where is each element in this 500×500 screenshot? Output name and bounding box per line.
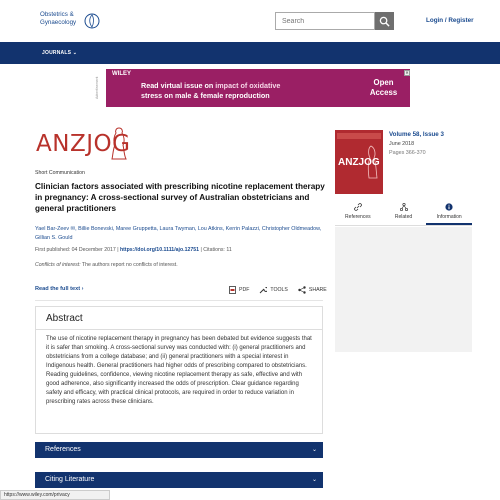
- citing-literature-label: Citing Literature: [45, 476, 95, 483]
- divider: [35, 300, 323, 301]
- ad-label: Advertisement: [95, 76, 99, 100]
- chevron-right-icon: ›: [81, 286, 84, 292]
- tab-related[interactable]: [381, 200, 427, 225]
- sidebar-tabs: [335, 200, 472, 226]
- article-tools: [229, 286, 327, 294]
- separator: |: [200, 247, 204, 253]
- login-register-link[interactable]: Login / Register: [426, 17, 474, 24]
- tab-references-label: References: [345, 214, 371, 220]
- pdf-button[interactable]: [229, 286, 249, 294]
- tools-button[interactable]: [259, 286, 288, 294]
- sidebar-panel: [335, 227, 472, 352]
- ad-text: [141, 81, 351, 101]
- ad-cta-line-2: Access: [369, 88, 398, 97]
- ad-line-1a: Read virtual issue on: [141, 81, 216, 90]
- ad-close-icon[interactable]: ✕: [405, 70, 409, 75]
- search-icon: [379, 16, 390, 27]
- ad-brand: WILEY: [112, 71, 131, 77]
- journal-logo[interactable]: [40, 11, 100, 31]
- issue-volume[interactable]: Volume 58, Issue 3: [389, 131, 444, 138]
- tools-label: TOOLS: [270, 287, 288, 293]
- logo-line-2: Gynaecology: [40, 18, 77, 26]
- first-published: First published: 04 December 2017: [35, 247, 116, 253]
- search-input[interactable]: [276, 13, 374, 29]
- author-list[interactable]: Yael Bar-Zeev ✉, Billie Bonevski, Maree Gruppetta, Laura Twyman, Lou Atkins, Kerrin Palazzi, Christopher Oldmeadow, Gillian S. Gould: [35, 226, 322, 241]
- chevron-down-icon: ⌄: [72, 50, 78, 56]
- citations-count[interactable]: Citations: 11: [203, 247, 232, 253]
- issue-date: June 2018: [389, 141, 415, 147]
- info-icon: [445, 203, 453, 211]
- chevron-down-icon: ⌄: [311, 447, 317, 453]
- read-full-text-label: Read the full text: [35, 286, 81, 292]
- related-icon: [400, 203, 408, 211]
- abstract-section: [35, 306, 323, 434]
- ad-line-2: stress on male & female reproduction: [141, 91, 270, 100]
- tab-information[interactable]: [426, 200, 472, 225]
- journals-label: JOURNALS: [42, 50, 72, 56]
- coi-text: The authors report no conflicts of interest.: [81, 262, 178, 268]
- logo-line-1: Obstetrics &: [40, 11, 74, 18]
- doi-link[interactable]: https://doi.org/10.1111/ajo.12751: [120, 247, 199, 253]
- article-title: Clinician factors associated with prescribing nicotine replacement therapy in pregnancy: A cross-sectional survey of Australian obstetricians and general practitioners: [35, 182, 325, 213]
- link-icon: [354, 203, 362, 211]
- site-header: [0, 0, 500, 42]
- ad-open-access: [361, 78, 406, 98]
- share-label: SHARE: [308, 287, 327, 293]
- journal-name: ANZJOG: [36, 131, 131, 157]
- share-icon: [298, 286, 306, 294]
- references-accordion[interactable]: [35, 442, 323, 458]
- journals-menu[interactable]: [42, 50, 77, 56]
- search-box[interactable]: [275, 12, 375, 30]
- main-nav: [0, 42, 500, 64]
- issue-cover-image[interactable]: [335, 130, 383, 194]
- search-button[interactable]: [375, 12, 394, 30]
- share-button[interactable]: [298, 286, 327, 294]
- coi-label: Conflicts of interest:: [35, 262, 81, 268]
- chevron-down-icon: ⌄: [311, 477, 317, 483]
- figure-emblem-icon: [104, 125, 134, 161]
- abstract-text: The use of nicotine replacement therapy in pregnancy has been debated but evidence suggests that it is safer than smoking. A cross-sectional survey was conducted with: (i) general practitioners and obstetricians from a college database; and (ii) general practitioners with a special interest in Indigenous health. General practitioners had higher odds of prescribing compared to obstetricians. Reading guidelines, confidence, viewing nicotine replacement therapy as safe, effective and with good adherence, also significantly increased the odds of prescription. Clear guidance regarding safety and efficacy, with practical clinical protocols, are required in order to reduce variation in prescribing rates across these clinicians.: [46, 336, 312, 406]
- tab-related-label: Related: [394, 214, 413, 220]
- issue-pages: Pages 366-370: [389, 150, 426, 156]
- conflicts-of-interest: [35, 262, 178, 268]
- cover-journal-name: ANZJOG: [338, 157, 380, 168]
- publication-info: [35, 247, 232, 253]
- wrench-icon: [259, 286, 267, 294]
- tab-references[interactable]: [335, 200, 381, 225]
- read-full-text-link[interactable]: [35, 286, 84, 292]
- citing-literature-accordion[interactable]: [35, 472, 323, 488]
- logo-text: [40, 11, 76, 26]
- tab-information-label: Information: [436, 214, 462, 220]
- separator: |: [117, 247, 120, 253]
- pdf-icon: [229, 286, 236, 294]
- abstract-separator: [36, 329, 322, 330]
- logo-emblem-icon: [84, 11, 100, 31]
- article-type: Short Communication: [35, 170, 85, 176]
- references-label: References: [45, 446, 81, 453]
- abstract-heading: Abstract: [46, 313, 83, 324]
- ad-line-1b: impact of oxidative: [215, 81, 281, 90]
- ad-cta-line-1: Open: [373, 78, 394, 87]
- browser-status-bar: https://www.wiley.com/privacy: [0, 490, 110, 500]
- advertisement-banner[interactable]: [106, 69, 410, 107]
- pdf-label: PDF: [239, 287, 250, 293]
